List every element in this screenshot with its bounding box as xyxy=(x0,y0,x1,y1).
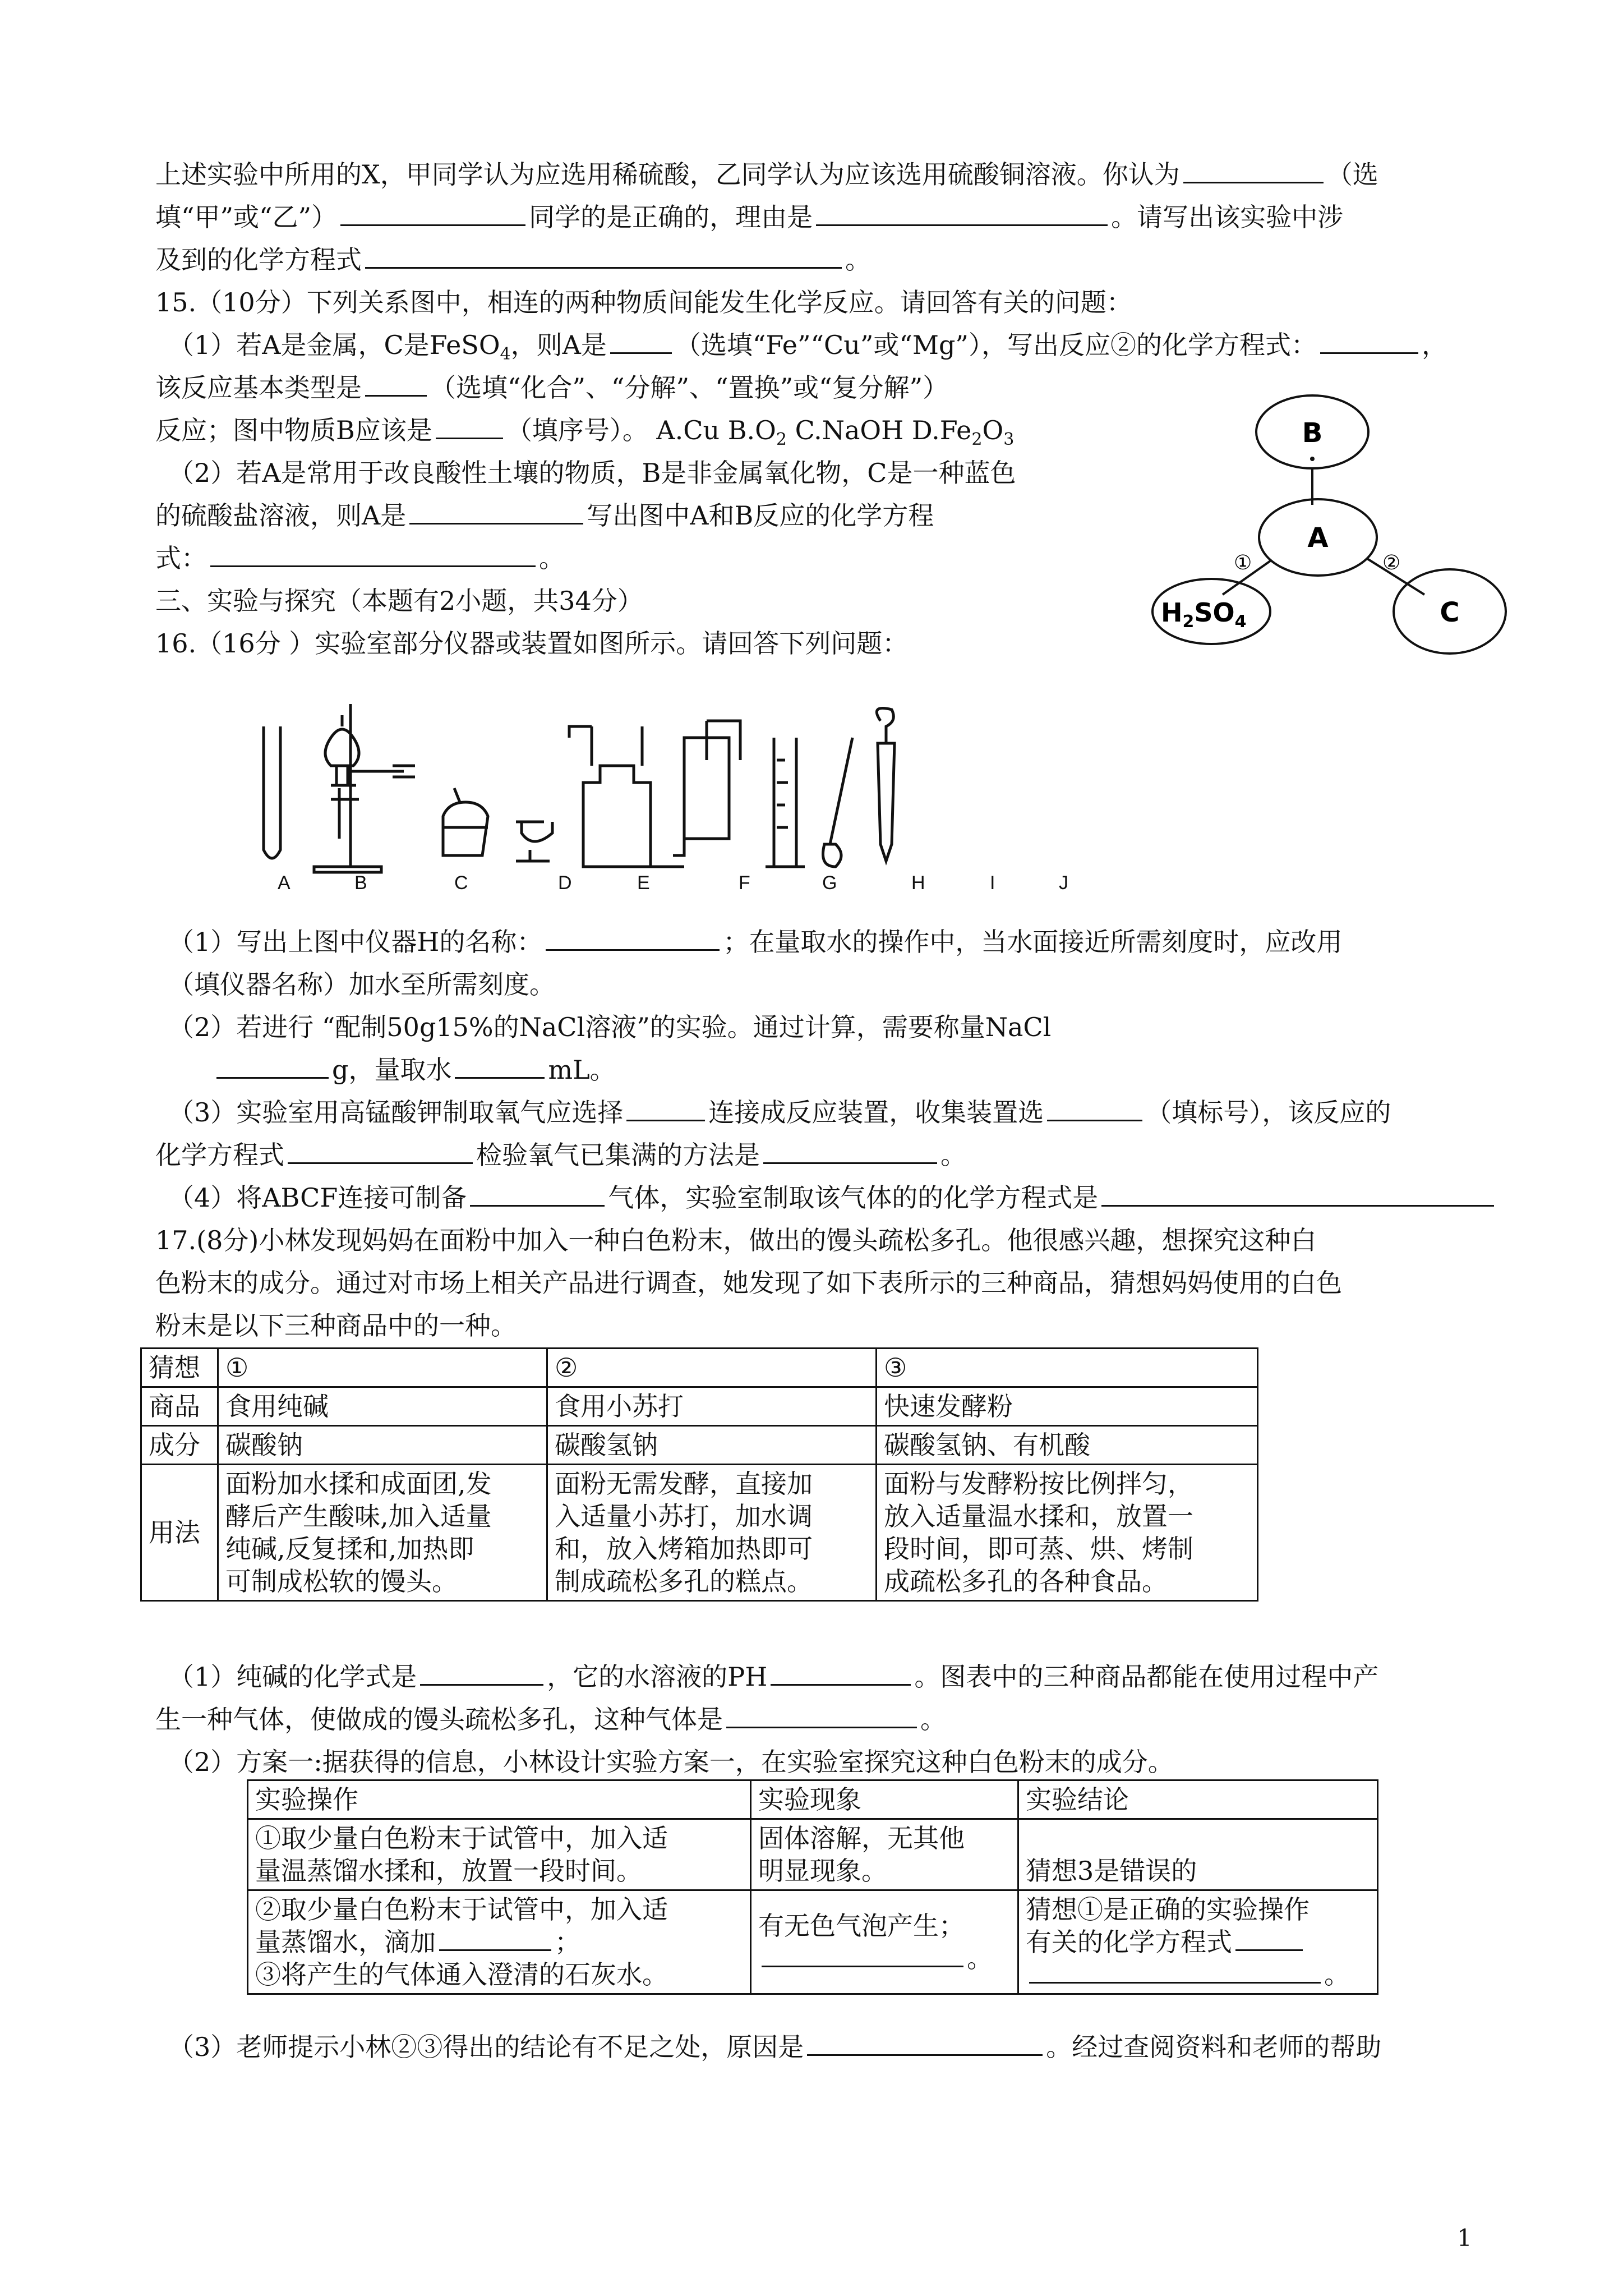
table-cell: ① xyxy=(218,1349,547,1387)
text-line: 化学方程式 检验氧气已集满的方法是 。 xyxy=(155,1140,966,1170)
text-line: 生一种气体，使做成的馒头疏松多孔，这种气体是 。 xyxy=(155,1704,946,1734)
apparatus-label: B xyxy=(354,872,367,894)
text-line: （2）方案一:据获得的信息，小林设计实验方案一，在实验室探究这种白色粉末的成分。 xyxy=(168,1747,1174,1777)
text-line: （1）纯碱的化学式是 ，它的水溶液的PH 。图表中的三种商品都能在使用过程中产 xyxy=(168,1662,1379,1692)
table-cell: 碳酸氢钠、有机酸 xyxy=(877,1426,1258,1465)
text-line: g，量取水 mL。 xyxy=(213,1053,616,1086)
table-row xyxy=(248,1819,1378,1890)
table-cell: 猜想3是错误的 xyxy=(1018,1819,1378,1890)
text-line: 上述实验中所用的X，甲同学认为应选用稀硫酸，乙同学认为应该选用硫酸铜溶液。你认为 （选 xyxy=(155,159,1378,190)
reaction-1-label: ① xyxy=(1234,551,1252,574)
text-line: 的硫酸盐溶液，则A是 写出图中A和B反应的化学方程 xyxy=(155,500,934,531)
table-cell: 固体溶解，无其他 明显现象。 xyxy=(751,1819,1018,1890)
table-cell: 面粉无需发酵，直接加 入适量小苏打，加水调 和，放入烤箱加热即可 制成疏松多孔的糕点。 xyxy=(547,1465,877,1601)
table-row xyxy=(141,1465,1258,1601)
table-cell: ② xyxy=(547,1349,877,1387)
label-c: C xyxy=(1440,597,1460,628)
text-line: （1）写出上图中仪器H的名称： ；在量取水的操作中，当水面接近所需刻度时，应改用 xyxy=(168,927,1343,957)
text-line: （填仪器名称）加水至所需刻度。 xyxy=(168,969,555,1000)
table-cell: 食用小苏打 xyxy=(547,1387,877,1426)
relation-diagram xyxy=(1144,393,1548,662)
label-b: B xyxy=(1302,417,1323,449)
table-row xyxy=(248,1890,1378,1994)
question-17: 17.(8分)小林发现妈妈在面粉中加入一种白色粉末，做出的馒头疏松多孔。他很感兴趣，想探究这种白 xyxy=(155,1225,1317,1255)
apparatus-label: H xyxy=(911,872,925,894)
table-cell: 实验结论 xyxy=(1018,1780,1378,1819)
table-cell: ②取少量白色粉末于试管中，加入适 量蒸馏水，滴加 ； ③将产生的气体通入澄清的石灰水。 xyxy=(248,1890,751,1994)
label-h2so4: $H_2SO_4$ xyxy=(1161,597,1247,632)
apparatus-label: J xyxy=(1059,872,1068,894)
table-cell: 成分 xyxy=(141,1426,218,1465)
table-cell: 面粉加水揉和成面团,发 酵后产生酸味,加入适量 纯碱,反复揉和,加热即 可制成松软的馒头。 xyxy=(218,1465,547,1601)
table-row xyxy=(248,1780,1378,1819)
text-line: 填“甲”或“乙”） 同学的是正确的，理由是 。请写出该实验中涉 xyxy=(155,202,1344,232)
section-heading: 三、实验与探究（本题有2小题，共34分） xyxy=(155,586,643,616)
question-16: 16.（16分 ）实验室部分仪器或装置如图所示。请回答下列问题： xyxy=(155,628,909,659)
apparatus-label: I xyxy=(990,872,995,894)
table-cell: 食用纯碱 xyxy=(218,1387,547,1426)
text-line: （3）实验室用高锰酸钾制取氧气应选择 连接成反应装置，收集装置选 （填标号），该反应的 xyxy=(168,1097,1391,1128)
text-line: （2）若进行 “配制50g15%的NaCl溶液”的实验。通过计算，需要称量NaCl xyxy=(168,1012,1052,1042)
table-cell: 实验现象 xyxy=(751,1780,1018,1819)
table-row xyxy=(141,1426,1258,1465)
text-line: （1）若A是金属，C是FeSO$_4$，则A是 （选填“Fe”“Cu”或“Mg”），写出反应②的化学方程式： ， xyxy=(168,330,1447,365)
label-a: A xyxy=(1307,522,1329,554)
text-line: 式： 。 xyxy=(155,543,565,573)
table-cell: ①取少量白色粉末于试管中，加入适 量温蒸馏水揉和，放置一段时间。 xyxy=(248,1819,751,1890)
reaction-2-label: ② xyxy=(1382,551,1401,574)
table-cell: 快速发酵粉 xyxy=(877,1387,1258,1426)
apparatus-label: G xyxy=(822,872,837,894)
text-line: 粉末是以下三种商品中的一种。 xyxy=(155,1310,517,1341)
table-cell: 碳酸氢钠 xyxy=(547,1426,877,1465)
table-cell: 面粉与发酵粉按比例拌匀， 放入适量温水揉和，放置一 段时间，即可蒸、烘、烤制 成疏松多孔的各种食品。 xyxy=(877,1465,1258,1601)
text-line: 反应；图中物质B应该是 （填序号）。 A.Cu $B.O_2$ C.NaOH $D.Fe_2O_3$ xyxy=(155,415,1015,450)
apparatus-label: F xyxy=(739,872,750,894)
text-line: （2）若A是常用于改良酸性土壤的物质，B是非金属氧化物，C是一种蓝色 xyxy=(168,458,1016,488)
table-cell: 猜想 xyxy=(141,1349,218,1387)
apparatus-label: C xyxy=(454,872,468,894)
apparatus-label: A xyxy=(278,872,291,894)
apparatus-label: D xyxy=(558,872,572,894)
text-line: 该反应基本类型是 （选填“化合”、“分解”、“置换”或“复分解”） xyxy=(155,372,949,403)
apparatus-label: E xyxy=(637,872,650,894)
experiment-table xyxy=(247,1779,1378,1995)
table-cell: 用法 xyxy=(141,1465,218,1601)
question-15: 15.（10分）下列关系图中，相连的两种物质间能发生化学反应。请回答有关的问题： xyxy=(155,287,1132,318)
product-table xyxy=(140,1347,1258,1602)
table-cell: 猜想①是正确的实验操作 有关的化学方程式 。 xyxy=(1018,1890,1378,1994)
table-cell: ③ xyxy=(877,1349,1258,1387)
table-row xyxy=(141,1349,1258,1387)
table-row xyxy=(141,1387,1258,1426)
text-line: （3）老师提示小林②③得出的结论有不足之处，原因是 。经过查阅资料和老师的帮助 xyxy=(168,2032,1382,2062)
table-cell: 实验操作 xyxy=(248,1780,751,1819)
table-cell: 商品 xyxy=(141,1387,218,1426)
apparatus-figure xyxy=(247,704,1099,895)
text-line: （4）将ABCF连接可制备 气体，实验室制取该气体的的化学方程式是 xyxy=(168,1181,1497,1214)
text-line: 及到的化学方程式 。 xyxy=(155,245,871,275)
page-number: 1 xyxy=(1457,2224,1472,2252)
table-cell: 碳酸钠 xyxy=(218,1426,547,1465)
text-line: 色粉末的成分。通过对市场上相关产品进行调查，她发现了如下表所示的三种商品，猜想妈妈使用的白色 xyxy=(155,1268,1342,1298)
table-cell: 有无色气泡产生； 。 xyxy=(751,1890,1018,1994)
